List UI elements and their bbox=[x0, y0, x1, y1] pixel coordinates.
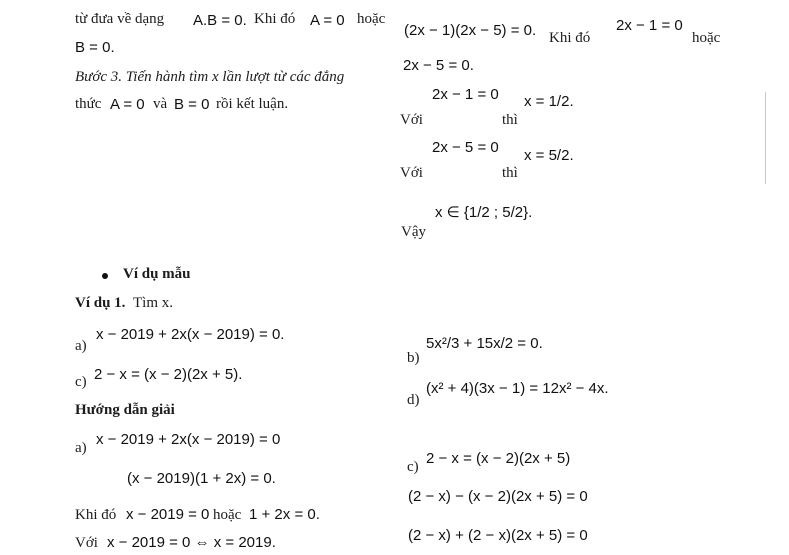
example-c-equation: 2 − x = (x − 2)(2x + 5). bbox=[94, 366, 243, 383]
example-1-label: Ví dụ 1. bbox=[75, 295, 126, 311]
step3-text-conclusion: rồi kết luận. bbox=[216, 96, 289, 112]
equation-AB-zero: A.B = 0. bbox=[193, 12, 247, 29]
section-header-solution: Hướng dẫn giải bbox=[75, 402, 175, 418]
equation-voi1: 2x − 1 = 0 bbox=[432, 86, 499, 103]
section-header-examples: Ví dụ mẫu bbox=[123, 266, 191, 282]
example-product-equation: (2x − 1)(2x − 5) = 0. bbox=[404, 22, 537, 39]
method-text-khi-do: Khi đó bbox=[254, 11, 296, 27]
text-vay: Vậy bbox=[401, 224, 426, 240]
equation-factor1-zero: 2x − 1 = 0 bbox=[616, 17, 683, 34]
solution-a-step1: x − 2019 + 2x(x − 2019) = 0 bbox=[96, 431, 281, 448]
method-text-line1: từ đưa về dạng bbox=[75, 11, 165, 27]
step3-line1: Bước 3. Tiến hành tìm x lần lượt từ các đẳng bbox=[75, 69, 345, 85]
page-margin-line bbox=[765, 92, 766, 184]
solution-equation-root: x − 2019 = 0 ⇔ x = 2019. bbox=[107, 534, 276, 551]
solution-text-khi-do: Khi đó bbox=[75, 507, 117, 523]
solution-c-step1: 2 − x = (x − 2)(2x + 5) bbox=[426, 450, 571, 467]
solution-equation-factor2: 1 + 2x = 0. bbox=[249, 506, 320, 523]
solution-x-five-half: x = 5/2. bbox=[524, 147, 574, 164]
solution-equation-factor1: x − 2019 = 0 bbox=[126, 506, 210, 523]
solution-c-step3: (2 − x) + (2 − x)(2x + 5) = 0 bbox=[408, 527, 588, 544]
example-a-equation: x − 2019 + 2x(x − 2019) = 0. bbox=[96, 326, 285, 343]
step3-equation-B: B = 0 bbox=[174, 96, 210, 113]
text-voi-1: Với bbox=[400, 112, 423, 128]
bullet-icon bbox=[102, 273, 108, 279]
step3-equation-A: A = 0 bbox=[110, 96, 145, 113]
step3-text-va: và bbox=[153, 96, 168, 112]
example-c-label: c) bbox=[75, 374, 87, 390]
text-hoac: hoặc bbox=[692, 30, 721, 46]
example-1-task: Tìm x. bbox=[133, 295, 173, 311]
equation-B-zero: B = 0. bbox=[75, 39, 115, 56]
text-khi-do: Khi đó bbox=[549, 30, 591, 46]
solution-set: x ∈ {1/2 ; 5/2}. bbox=[435, 204, 533, 221]
equation-factor2-zero: 2x − 5 = 0. bbox=[403, 57, 474, 74]
example-b-label: b) bbox=[407, 350, 420, 366]
solution-c-label: c) bbox=[407, 459, 419, 475]
solution-text-voi: Với bbox=[75, 535, 98, 551]
solution-a-label: a) bbox=[75, 440, 87, 456]
text-voi-2: Với bbox=[400, 165, 423, 181]
example-d-label: d) bbox=[407, 392, 420, 408]
equation-A-zero: A = 0 bbox=[310, 12, 345, 29]
method-text-hoac: hoặc bbox=[357, 11, 386, 27]
text-thi-2: thì bbox=[502, 165, 518, 181]
example-b-equation: 5x²/3 + 15x/2 = 0. bbox=[426, 335, 543, 352]
solution-a-step2: (x − 2019)(1 + 2x) = 0. bbox=[127, 470, 276, 487]
solution-text-hoac: hoặc bbox=[213, 507, 242, 523]
example-d-equation: (x² + 4)(3x − 1) = 12x² − 4x. bbox=[426, 380, 609, 397]
step3-text-thuc: thức bbox=[75, 96, 102, 112]
example-a-label: a) bbox=[75, 338, 87, 354]
solution-c-step2: (2 − x) − (x − 2)(2x + 5) = 0 bbox=[408, 488, 588, 505]
text-thi-1: thì bbox=[502, 112, 518, 128]
solution-x-one-half: x = 1/2. bbox=[524, 93, 574, 110]
equation-voi2: 2x − 5 = 0 bbox=[432, 139, 499, 156]
